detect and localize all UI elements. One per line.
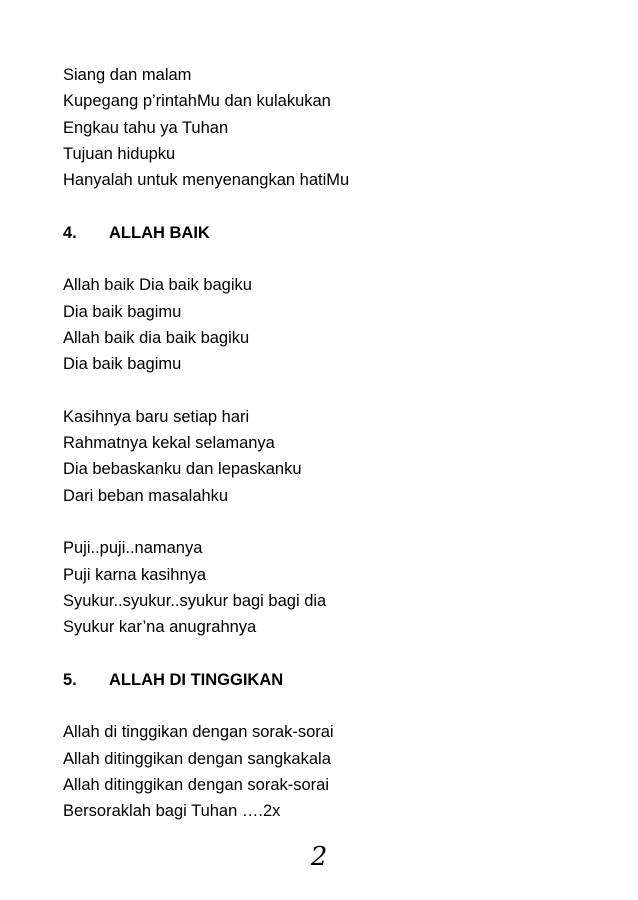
- lyric-line: Allah di tinggikan dengan sorak-sorai: [63, 723, 334, 742]
- lyric-line: Siang dan malam: [63, 66, 192, 84]
- lyric-line: Allah ditinggikan dengan sorak-sorai: [63, 776, 329, 795]
- song-title: ALLAH BAIK: [109, 223, 210, 242]
- song-5-stanza-1: [63, 719, 583, 824]
- lyric-line: Allah baik dia baik bagiku: [63, 328, 250, 347]
- song-4-heading: [63, 220, 583, 246]
- song-5-heading: [63, 667, 583, 693]
- stanza-gap: [63, 693, 583, 719]
- song-4-stanza-1: [63, 272, 583, 377]
- song-title: ALLAH DI TINGGIKAN: [109, 670, 284, 689]
- stanza-gap: [63, 641, 583, 667]
- lyric-line: Puji karna kasihnya: [63, 565, 207, 584]
- lyric-line: Hanyalah untuk menyenangkan hatiMu: [63, 171, 350, 190]
- lyric-line: Dia baik bagimu: [63, 355, 182, 374]
- lyric-line: Allah ditinggikan dengan sangkakala: [63, 749, 331, 768]
- lyric-line: Dia bebaskanku dan lepaskanku: [63, 460, 302, 479]
- song-number: 5.: [63, 670, 77, 689]
- lyric-line: Dia baik bagimu: [63, 302, 182, 321]
- stanza-gap: [63, 378, 583, 404]
- lyric-line: Tujuan hidupku: [63, 144, 176, 163]
- song-4-stanza-2: [63, 404, 583, 509]
- intro-stanza: [63, 62, 583, 193]
- lyric-line: Puji..puji..namanya: [63, 539, 203, 558]
- lyric-line: Syukur kar’na anugrahnya: [63, 618, 257, 637]
- lyric-line: Allah baik Dia baik bagiku: [63, 276, 252, 295]
- stanza-gap: [63, 193, 583, 219]
- lyric-line: Syukur..syukur..syukur bagi bagi dia: [63, 591, 327, 610]
- lyric-line: Bersoraklah bagi Tuhan ….2x: [63, 802, 281, 821]
- lyric-line: Rahmatnya kekal selamanya: [63, 434, 275, 453]
- song-4-stanza-3: [63, 535, 583, 640]
- lyric-line: Engkau tahu ya Tuhan: [63, 118, 229, 137]
- lyric-line: Kasihnya baru setiap hari: [63, 407, 250, 426]
- stanza-gap: [63, 246, 583, 272]
- song-number: 4.: [63, 223, 77, 242]
- lyrics-page: [63, 62, 583, 825]
- lyric-line: Kupegang p’rintahMu dan kulakukan: [63, 92, 331, 111]
- lyric-line: Dari beban masalahku: [63, 486, 229, 505]
- page-number: 2: [310, 842, 328, 872]
- stanza-gap: [63, 509, 583, 535]
